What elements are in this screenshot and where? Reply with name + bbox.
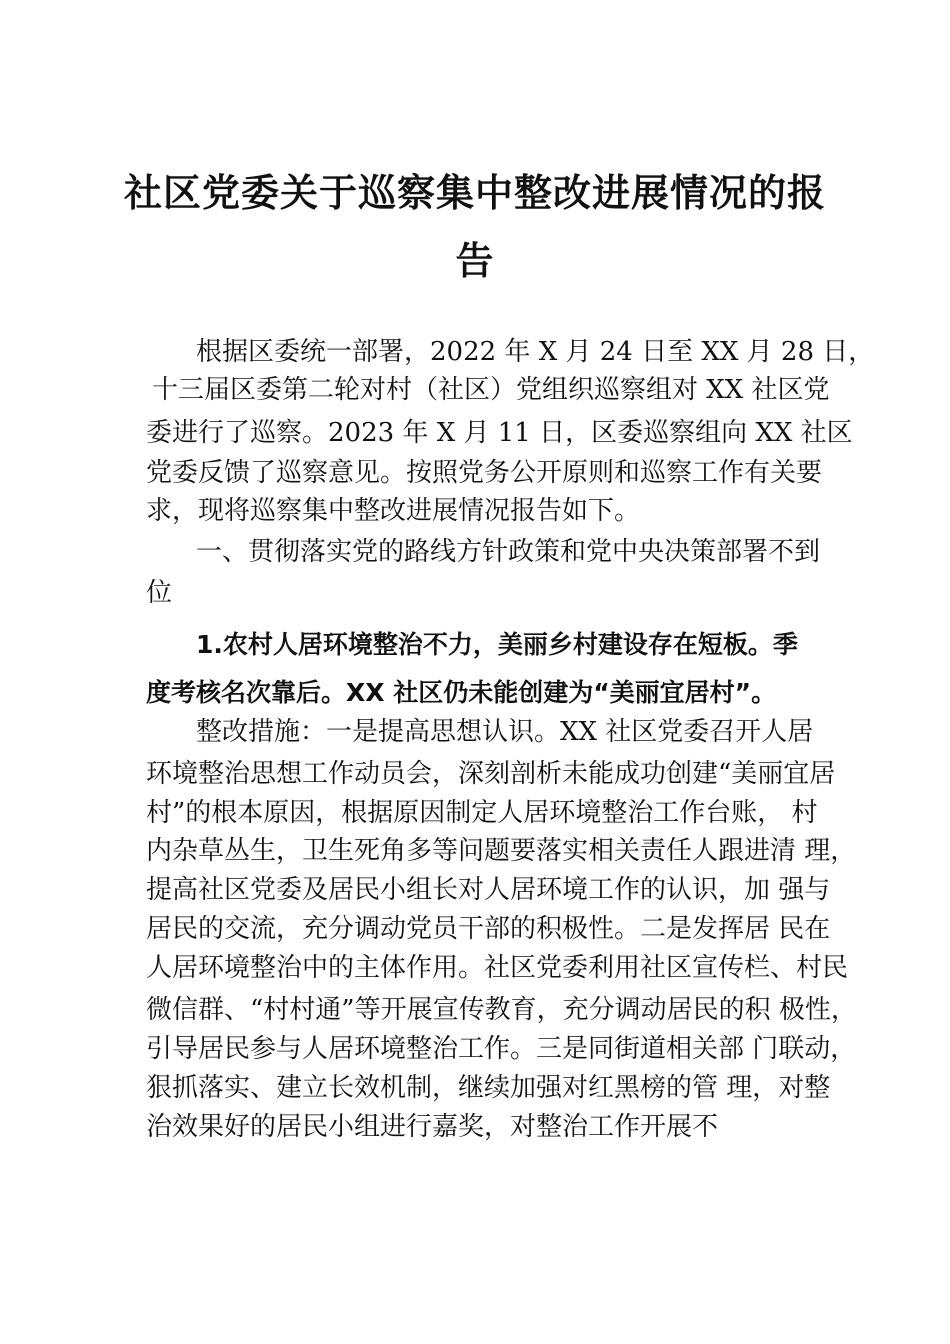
section-heading-line-2: 位 bbox=[146, 578, 173, 608]
measures-line-4: 内杂草丛生，卫生死角多等问题要落实相关责任人跟进清 理， bbox=[146, 836, 857, 866]
paragraph-1-line-4: 党委反馈了巡察意见。按照党务公开原则和巡察工作有关要 bbox=[146, 458, 823, 488]
item-heading-line-1: 1.农村人居环境整治不力，美丽乡村建设存在短板。季 bbox=[196, 630, 798, 659]
measures-line-3: 村”的根本原因，根据原因制定人居环境整治工作台账， 村 bbox=[146, 798, 818, 828]
paragraph-1-line-3: 委进行了巡察。2023 年 X 月 11 日，区委巡察组向 XX 社区 bbox=[146, 418, 853, 448]
measures-line-8: 微信群、“村村通”等开展宣传教育，充分调动居民的积 极性， bbox=[146, 995, 857, 1025]
measures-line-2: 环境整治思想工作动员会，深刻剖析未能成功创建“美丽宜居 bbox=[146, 759, 836, 789]
item-heading-line-2: 度考核名次靠后。XX 社区仍未能创建为“美丽宜居村”。 bbox=[146, 678, 777, 707]
paragraph-1-line-5: 求，现将巡察集中整改进展情况报告如下。 bbox=[146, 496, 641, 526]
paragraph-1-line-2: 十三届区委第二轮对村（社区）党组织巡察组对 XX 社区党 bbox=[152, 375, 830, 405]
measures-line-5: 提高社区党委及居民小组长对人居环境工作的认识，加 强与 bbox=[146, 875, 831, 905]
document-title-line-2: 告 bbox=[455, 238, 495, 283]
section-heading-line-1: 一、贯彻落实党的路线方针政策和党中央决策部署不到 bbox=[196, 537, 821, 567]
measures-line-9: 引导居民参与人居环境整治工作。三是同街道相关部 门联动， bbox=[146, 1034, 857, 1064]
document-title-line-1: 社区党委关于巡察集中整改进展情况的报 bbox=[123, 170, 826, 215]
measures-line-11: 治效果好的居民小组进行嘉奖，对整治工作开展不 bbox=[146, 1112, 719, 1142]
measures-line-6: 居民的交流，充分调动党员干部的积极性。二是发挥居 民在 bbox=[146, 914, 831, 944]
measures-line-10: 狠抓落实、建立长效机制，继续加强对红黑榜的管 理，对整 bbox=[146, 1073, 831, 1103]
measures-line-7: 人居环境整治中的主体作用。社区党委利用社区宣传栏、村民 bbox=[146, 953, 849, 983]
paragraph-1-line-1: 根据区委统一部署，2022 年 X 月 24 日至 XX 月 28 日， bbox=[196, 337, 875, 367]
measures-line-1: 整改措施：一是提高思想认识。XX 社区党委召开人居 bbox=[196, 717, 814, 747]
